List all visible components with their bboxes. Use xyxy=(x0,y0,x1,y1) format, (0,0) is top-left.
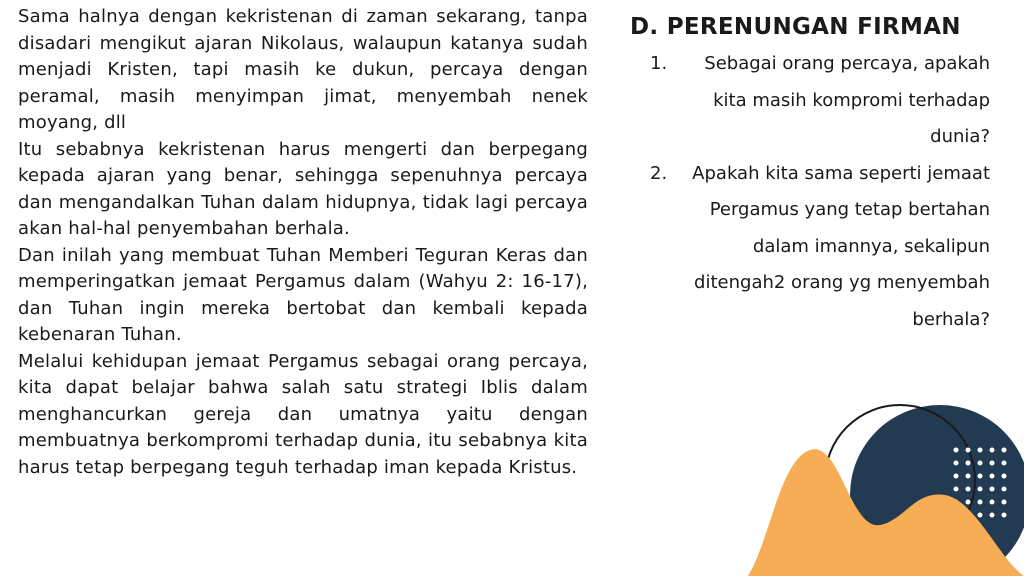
question-1 xyxy=(630,46,990,156)
question-2-text: Apakah kita sama seperti jemaat Pergamus yang tetap bertahan dalam imannya, sekalipun ditengah2 orang yg menyembah berhala? xyxy=(692,162,990,330)
paragraph-2: Itu sebabnya kekristenan harus mengerti dan berpegang kepada ajaran yang benar, sehingga sepenuhnya percaya dan mengandalkan Tuhan dalam hidupnya, tidak lagi percaya akan hal-hal penyembahan berhala. xyxy=(18,138,588,239)
outline-circle-shape xyxy=(825,405,975,555)
question-2 xyxy=(630,156,990,339)
question-1-text: Sebagai orang percaya, apakah kita masih kompromi terhadap dunia? xyxy=(704,53,990,147)
paragraph-3: Dan inilah yang membuat Tuhan Memberi Teguran Keras dan memperingatkan jemaat Pergamus dalam (Wahyu 2: 16-17), dan Tuhan ingin mereka bertobat dan kembali kepada kebenaran Tuhan. xyxy=(18,244,588,345)
dot-grid-pattern xyxy=(954,448,1007,518)
question-2-number: 2. xyxy=(650,162,668,184)
paragraph-4: Melalui kehidupan jemaat Pergamus sebagai orang percaya, kita dapat belajar bahwa salah satu strategi Iblis dalam menghancurkan gereja dan umatnya yaitu dengan membuatnya berkompromi terhadap dunia, itu sebabnya kita harus tetap berpegang teguh terhadap iman kepada Kristus. xyxy=(18,350,588,478)
body-text-column xyxy=(18,4,588,481)
question-1-number: 1. xyxy=(650,53,668,74)
section-title: D. PERENUNGAN FIRMAN xyxy=(630,14,961,40)
reflection-section xyxy=(630,14,990,338)
paragraph-1: Sama halnya dengan kekristenan di zaman sekarang, tanpa disadari mengikut ajaran Nikolaus, walaupun katanya sudah menjadi Kristen, tapi masih ke dukun, percaya dengan peramal, masih menyimpan jimat, menyembah nenek moyang, dll xyxy=(18,6,588,133)
navy-circle-shape xyxy=(850,405,1024,576)
orange-mountain-shape xyxy=(748,449,1024,576)
